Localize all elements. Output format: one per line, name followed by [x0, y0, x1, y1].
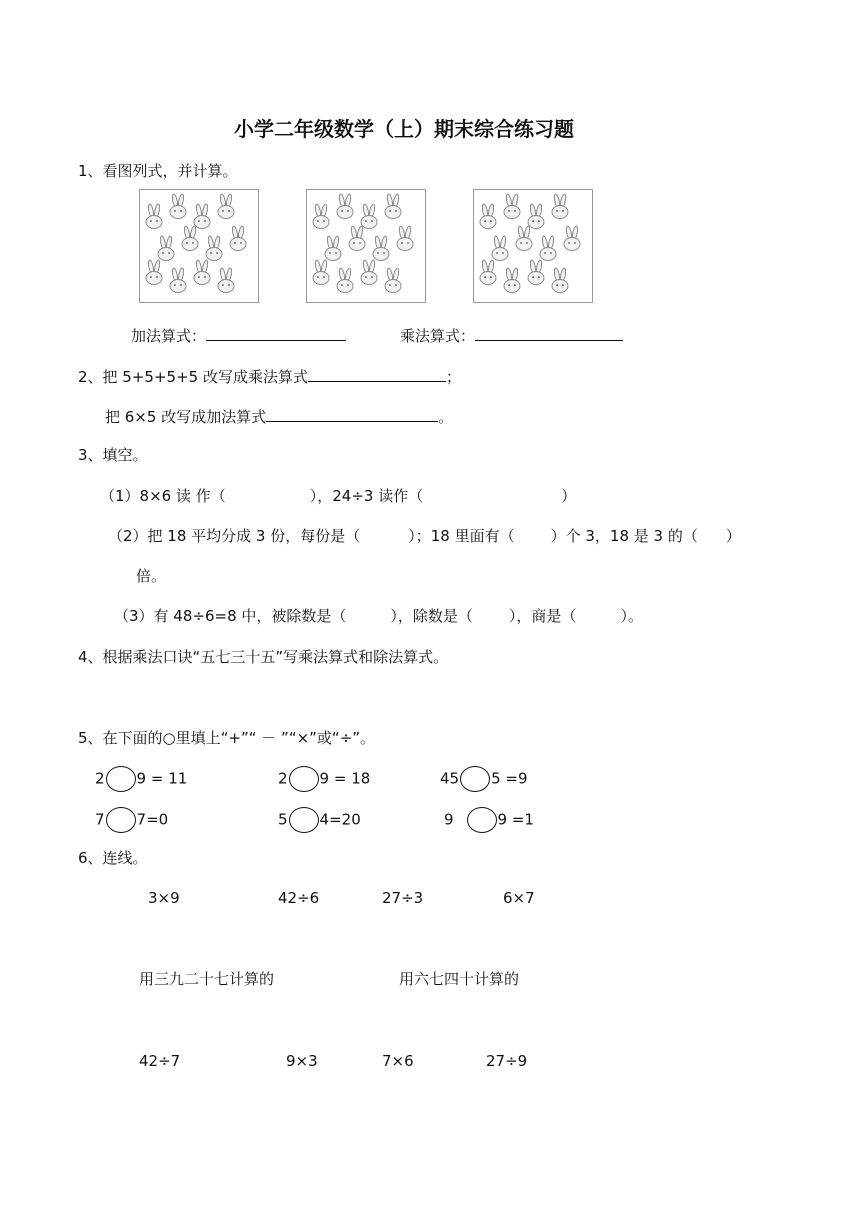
q5-item-2-left: 2 — [278, 769, 288, 788]
question-3-part-2-cont: 倍。 — [136, 567, 167, 585]
question-2-line-1 — [78, 365, 461, 387]
question-2-line-2 — [105, 405, 453, 427]
q3-p1-c: ） — [561, 487, 577, 505]
rabbit-icon — [337, 268, 353, 293]
q3-p1-a: （1）8×6 读 作（ — [100, 487, 226, 505]
rabbit-group — [474, 190, 591, 301]
rabbit-icon — [158, 236, 174, 261]
rabbit-icon — [218, 268, 234, 293]
operator-circle[interactable] — [460, 766, 490, 792]
multiplication-answer-row — [400, 324, 623, 346]
match-bottom-item[interactable]: 42÷7 — [139, 1052, 181, 1070]
rabbit-icon — [194, 260, 210, 285]
q3-p2-c: ）个 3，18 是 3 的（ — [550, 527, 698, 545]
rabbit-icon — [230, 226, 246, 251]
q3-p3-c: ），商是（ — [508, 607, 577, 625]
rabbit-icon — [313, 260, 329, 285]
rabbit-icon — [170, 268, 186, 293]
match-bottom-item[interactable]: 27÷9 — [486, 1052, 528, 1070]
question-3-part-1 — [100, 486, 576, 506]
question-3-part-2 — [108, 526, 741, 546]
q5-item-3 — [440, 766, 528, 792]
rabbit-icon — [146, 204, 162, 229]
q3-p3-a: （3）有 48÷6=8 中，被除数是（ — [114, 607, 347, 625]
rabbit-icon — [325, 236, 341, 261]
rabbit-icon — [361, 204, 377, 229]
q5-item-1-left: 2 — [95, 769, 105, 788]
rabbit-icon — [516, 226, 532, 251]
rabbit-icon — [552, 194, 568, 219]
rabbit-icon — [480, 260, 496, 285]
rabbit-icon — [337, 194, 353, 219]
rabbit-icon — [182, 226, 198, 251]
rabbit-picture-2 — [306, 189, 426, 303]
rabbit-group — [307, 190, 424, 301]
rabbit-icon — [385, 194, 401, 219]
rabbit-icon — [206, 236, 222, 261]
match-bottom-item[interactable]: 9×3 — [286, 1052, 318, 1070]
q5-item-4-left: 7 — [95, 810, 105, 829]
rabbit-icon — [552, 268, 568, 293]
q5-item-5 — [278, 807, 361, 833]
addition-label: 加法算式： — [131, 327, 207, 345]
rabbit-icon — [349, 226, 365, 251]
operator-circle[interactable] — [106, 766, 136, 792]
question-3-part-3 — [114, 606, 643, 626]
question-3-text: 3、填空。 — [78, 446, 148, 464]
rabbit-group — [140, 190, 257, 301]
rabbit-icon — [313, 204, 329, 229]
q5-item-6-left: 9 — [444, 810, 454, 829]
q5-item-3-left: 45 — [440, 769, 460, 788]
operator-circle[interactable] — [467, 807, 497, 833]
match-top-item[interactable]: 42÷6 — [278, 889, 320, 907]
rabbit-icon — [504, 194, 520, 219]
q3-p3-d: ）。 — [620, 607, 643, 625]
q3-p2-b: ）；18 里面有（ — [408, 527, 515, 545]
operator-circle[interactable] — [289, 766, 319, 792]
rabbit-picture-1 — [139, 189, 259, 303]
q5-item-5-right: 4=20 — [319, 810, 361, 829]
question-2-line-1-text: 2、把 5+5+5+5 改写成乘法算式 — [78, 368, 308, 386]
operator-circle[interactable] — [289, 807, 319, 833]
question-5-text: 5、在下面的○里填上“+”“ － ”“×”或“÷”。 — [78, 729, 376, 747]
q5-item-4-right: 7=0 — [136, 810, 169, 829]
question-2-blank-1[interactable] — [308, 365, 446, 382]
question-1-text: 1、看图列式，并计算。 — [78, 162, 238, 180]
multiplication-answer-blank[interactable] — [475, 324, 623, 341]
rabbit-icon — [492, 236, 508, 261]
q3-p2-d: ） — [725, 527, 741, 545]
rabbit-icon — [194, 204, 210, 229]
rabbit-icon — [528, 204, 544, 229]
rabbit-icon — [480, 204, 496, 229]
addition-answer-blank[interactable] — [206, 324, 346, 341]
question-4-text: 4、根据乘法口诀“五七三十五”写乘法算式和除法算式。 — [78, 648, 449, 666]
multiplication-label: 乘法算式： — [400, 327, 476, 345]
q5-item-3-right: 5 =9 — [491, 769, 528, 788]
rabbit-icon — [218, 194, 234, 219]
rabbit-icon — [528, 260, 544, 285]
rabbit-icon — [540, 236, 556, 261]
match-bottom-item[interactable]: 7×6 — [382, 1052, 414, 1070]
q3-p1-b: ），24÷3 读作（ — [309, 487, 424, 505]
q5-item-2 — [278, 766, 370, 792]
rabbit-icon — [385, 268, 401, 293]
q5-item-5-left: 5 — [278, 810, 288, 829]
question-2-line-1-end: ； — [445, 368, 461, 386]
rabbit-icon — [564, 226, 580, 251]
rabbit-icon — [504, 268, 520, 293]
q5-item-1-right: 9 = 11 — [136, 769, 188, 788]
match-middle-item[interactable]: 用六七四十计算的 — [399, 970, 520, 988]
match-top-item[interactable]: 3×9 — [148, 889, 180, 907]
question-2-blank-2[interactable] — [266, 405, 438, 422]
match-top-item[interactable]: 27÷3 — [382, 889, 424, 907]
match-top-item[interactable]: 6×7 — [503, 889, 535, 907]
question-6-text: 6、连线。 — [78, 849, 148, 867]
operator-circle[interactable] — [106, 807, 136, 833]
q5-item-6-right: 9 =1 — [497, 810, 534, 829]
addition-answer-row — [131, 324, 346, 346]
rabbit-icon — [361, 260, 377, 285]
match-middle-item[interactable]: 用三九二十七计算的 — [139, 970, 275, 988]
page-title: 小学二年级数学（上）期末综合练习题 — [234, 117, 574, 141]
question-2-line-2-end: 。 — [438, 408, 454, 426]
question-2-line-2-text: 把 6×5 改写成加法算式 — [105, 408, 267, 426]
q5-item-6 — [444, 807, 534, 833]
rabbit-picture-3 — [473, 189, 593, 303]
rabbit-icon — [397, 226, 413, 251]
q5-item-2-right: 9 = 18 — [319, 769, 371, 788]
rabbit-icon — [170, 194, 186, 219]
rabbit-icon — [146, 260, 162, 285]
q5-item-4 — [95, 807, 168, 833]
q3-p3-b: ），除数是（ — [390, 607, 473, 625]
q3-p2-a: （2）把 18 平均分成 3 份，每份是（ — [108, 527, 361, 545]
q5-item-1 — [95, 766, 187, 792]
rabbit-icon — [373, 236, 389, 261]
